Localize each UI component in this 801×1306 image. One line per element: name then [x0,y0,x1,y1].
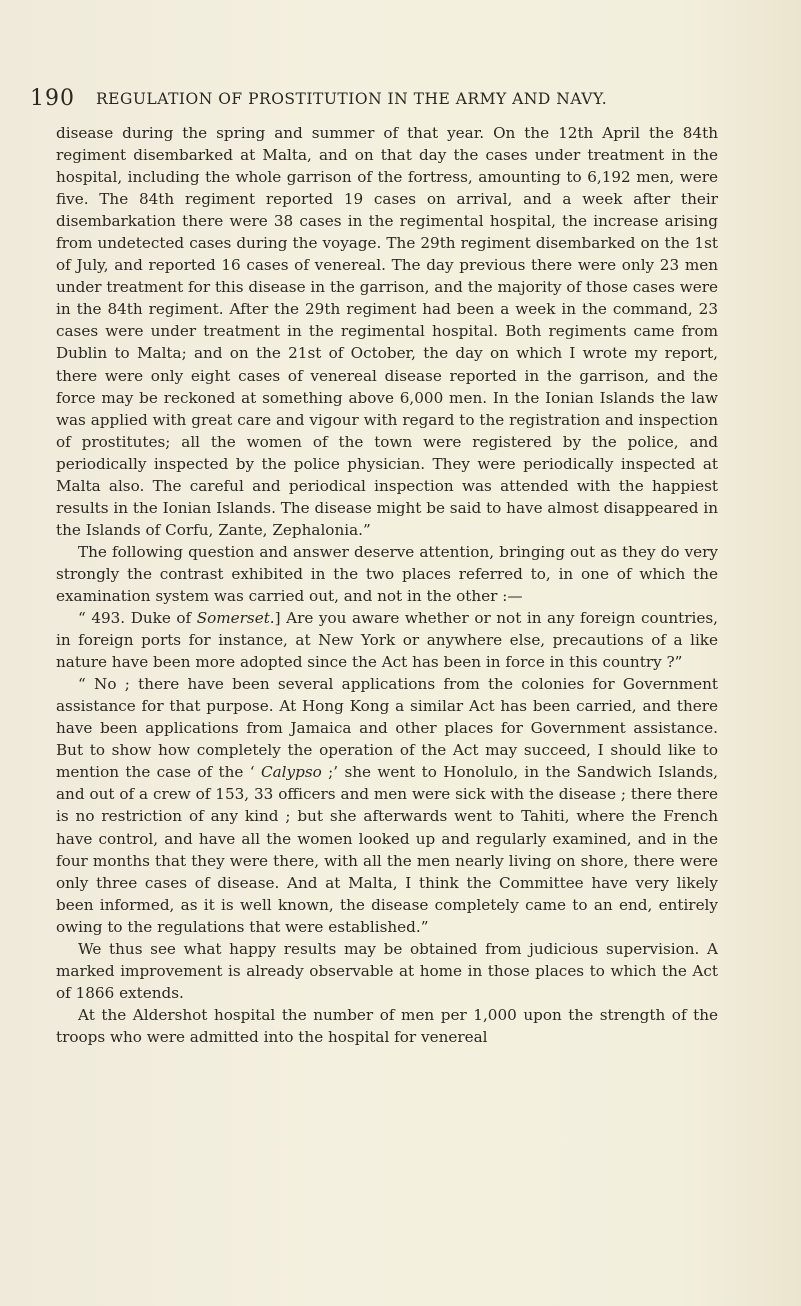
paragraph-intro-question: The following question and answer deserve attention, bringing out as they do very strongly the contrast exhibited in the two places referred to, in one of which the examination system was carried out, and not in the other :— [56,542,718,605]
body-text [56,122,718,1048]
answer-text-start: “ No ; there have been several applications from the colonies for Government assistance for that purpose. At Hong Kong a similar Act has been carried, and there have been applications from Jamaica and other places for Government assistance. But to show how completely the operation of the Act may succeed, I should like to mention the case of the ‘ [56,675,718,782]
paragraph-continuation: disease during the spring and summer of that year. On the 12th April the 84th regiment disembarked at Malta, and on that day the cases under treatment in the hospital, including the whole garrison of the fortress, amounting to 6,192 men, were five. The 84th regiment reported 19 cases on arrival, and a week after their disembarkation there were 38 cases in the regimental hospital, the increase arising from undetected cases during the voyage. The 29th regiment disembarked on the 1st of July, and reported 16 cases of venereal. The day previous there were only 23 men under treatment for this disease in the garrison, and the majority of those cases were in the 84th regiment. After the 29th regiment had been a week in the command, 23 cases were under treatment in the regimental hospital. Both regiments came from Dublin to Malta; and on the 21st of October, the day on which I wrote my report, there were only eight cases of venereal disease reported in the garrison, and the force may be reckoned at something above 6,000 men. In the Ionian Islands the law was applied with great care and vigour with regard to the registration and inspection of prostitutes; all the women of the town were registered by the police, and periodically inspected by the police physician. They were periodically inspected at Malta also. The careful and periodical inspection was attended with the happiest results in the Ionian Islands. The disease might be said to have almost disappeared in the Islands of Corfu, Zante, Zephalonia.” [56,124,718,539]
question-text-end: ] Are you aware whether or not in any foreign countries, in foreign ports for instance, at New York or anywhere else, precautions of a like nature have been more adopted since the Act has been in force in this country ?” [56,609,718,672]
page-number: 190 [30,86,75,111]
running-head: REGULATION OF PROSTITUTION IN THE ARMY AND NAVY. [96,90,608,108]
speaker-name: Somerset. [196,609,275,628]
ship-name: Calypso [260,763,322,782]
answer-text-end: ;’ she went to Honolulo, in the Sandwich Islands, and out of a crew of 153, 33 officers and men were sick with the disease ; there there is no restriction of any kind ; but she afterwards went to Tahiti, where the French have control, and have all the women looked up and regularly examined, and in the four months that they were there, with all the men nearly living on shore, there were only three cases of disease. And at Malta, I think the Committee have very likely been informed, as it is well known, the disease completely came to an end, entirely owing to the regulations that were established.” [56,763,718,936]
question-text-start: “ 493. Duke of [78,609,197,628]
paragraph-supervision: We thus see what happy results may be obtained from judicious supervision. A marked improvement is already observable at home in those places to which the Act of 1866 extends. [56,939,718,1002]
page-header [30,86,730,116]
paragraph-answer [56,673,718,938]
paragraph-question-493 [56,607,718,673]
paragraph-aldershot: At the Aldershot hospital the number of men per 1,000 upon the strength of the troops who were admitted into the hospital for venereal [56,1005,718,1046]
